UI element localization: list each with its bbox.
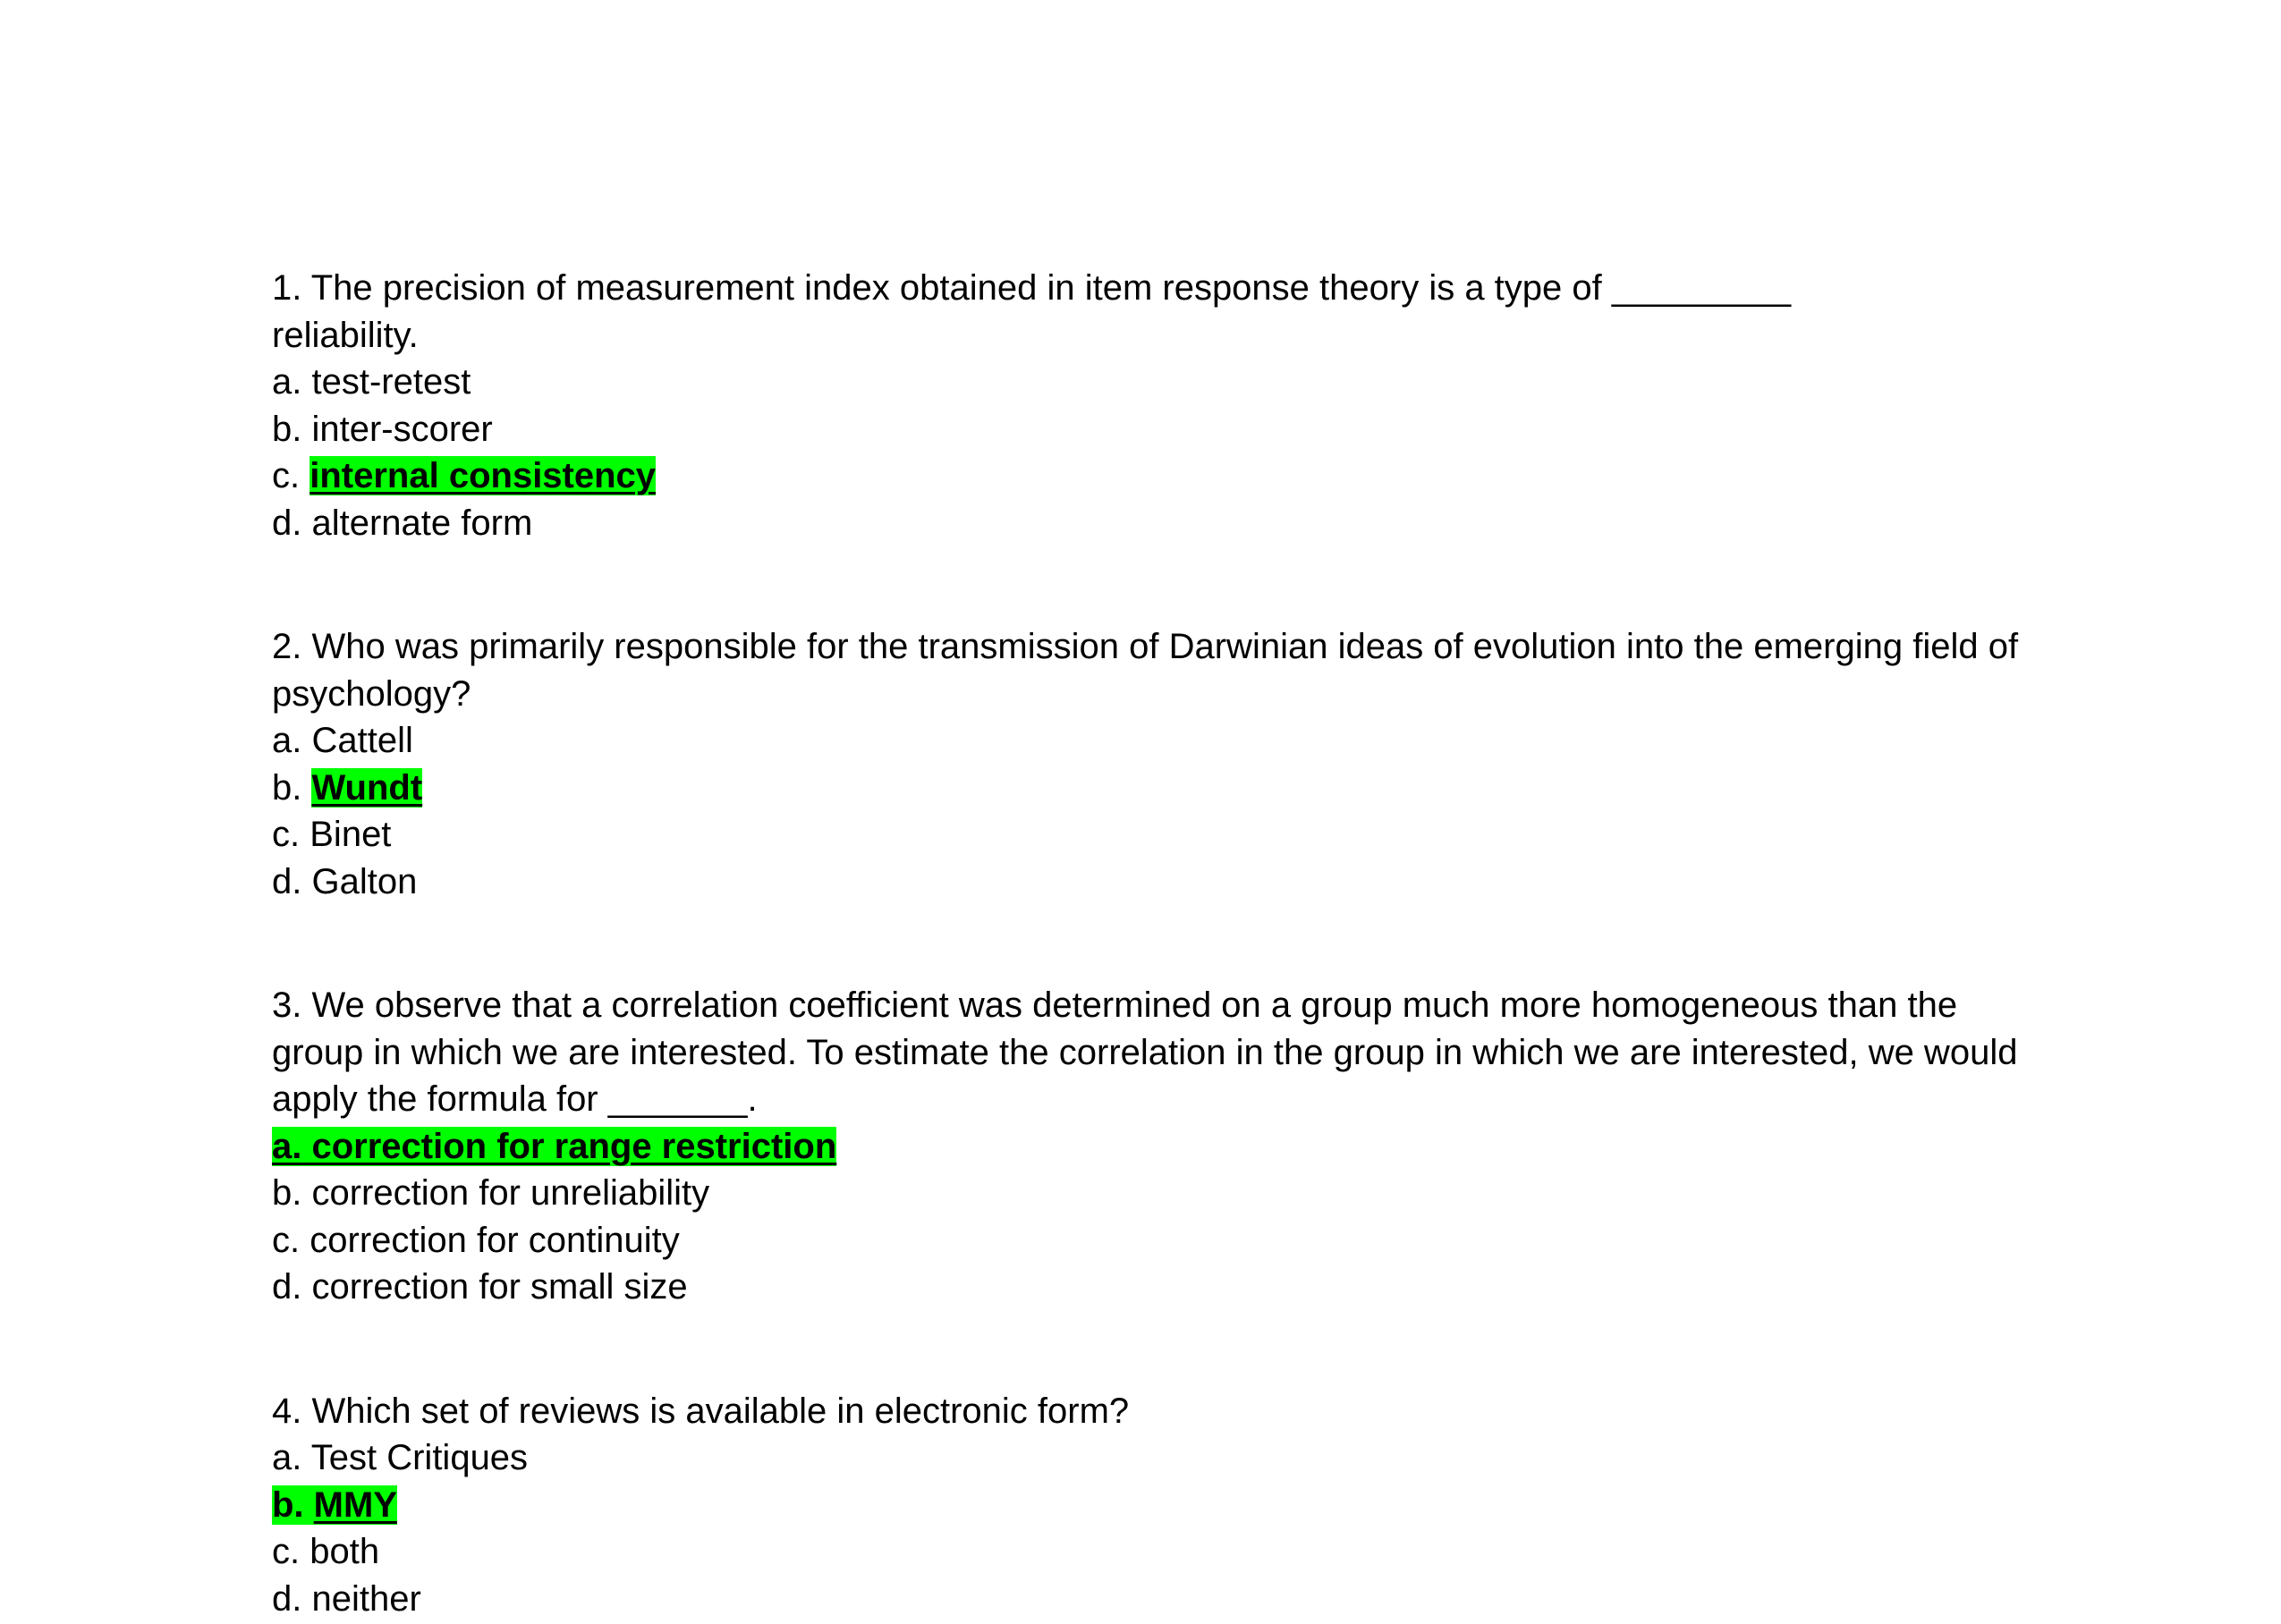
option-prefix: d. <box>272 1578 302 1619</box>
option-prefix: a. <box>272 1126 302 1166</box>
question-3-option-b <box>272 1170 2025 1217</box>
option-prefix: c. <box>272 815 301 854</box>
option-prefix: b. <box>272 1173 302 1213</box>
question-2-stem: 2. Who was primarily responsible for the transmission of Darwinian ideas of evolution into the emerging field of psychology? <box>272 627 2019 714</box>
question-2-option-c <box>272 811 2025 859</box>
question-1 <box>272 265 2025 546</box>
question-2 <box>272 623 2025 905</box>
question-4-option-d <box>272 1576 2025 1623</box>
question-2-option-b <box>272 765 2025 812</box>
option-text: Cattell <box>311 721 413 760</box>
option-prefix: d. <box>272 861 302 901</box>
question-3-stem: 3. We observe that a correlation coefficient was determined on a group much more homogeneous than the group in which we are interested. To estimate the correlation in the group in which we are interested, we would apply the formula for _______. <box>272 985 2018 1119</box>
option-text: correction for unreliability <box>311 1173 710 1213</box>
question-3-option-d <box>272 1264 2025 1311</box>
option-text: alternate form <box>311 503 533 543</box>
option-prefix: b. <box>272 409 302 449</box>
option-text: correction for range restriction <box>311 1126 837 1166</box>
question-4 <box>272 1388 2025 1623</box>
option-prefix: a. <box>272 721 302 760</box>
option-text: test-retest <box>311 362 471 402</box>
option-text: both <box>310 1532 380 1571</box>
option-text: correction for continuity <box>310 1220 680 1260</box>
option-prefix: b. <box>272 767 302 808</box>
question-4-option-c <box>272 1528 2025 1576</box>
option-prefix: a. <box>272 1438 302 1477</box>
question-list <box>272 265 2025 1624</box>
option-prefix: b. <box>272 1484 304 1525</box>
option-text: Test Critiques <box>310 1438 529 1477</box>
question-3-option-a <box>272 1123 2025 1171</box>
option-text: MMY <box>313 1484 397 1525</box>
option-text: inter-scorer <box>311 409 493 449</box>
option-text: correction for small size <box>311 1267 688 1307</box>
question-1-option-d <box>272 500 2025 547</box>
question-2-option-d <box>272 859 2025 906</box>
question-4-option-a <box>272 1434 2025 1482</box>
question-1-stem: 1. The precision of measurement index obtained in item response theory is a type of _________ reliability. <box>272 268 1792 355</box>
option-prefix: d. <box>272 1267 302 1307</box>
question-1-option-c <box>272 453 2025 500</box>
question-1-option-a <box>272 359 2025 406</box>
option-text: neither <box>311 1578 421 1619</box>
option-text: Galton <box>311 861 418 901</box>
question-1-option-b <box>272 406 2025 453</box>
correct-answer-highlight <box>272 1127 836 1166</box>
question-3 <box>272 982 2025 1311</box>
question-4-stem: 4. Which set of reviews is available in electronic form? <box>272 1391 1130 1431</box>
question-3-option-c <box>272 1217 2025 1265</box>
option-prefix: c. <box>272 1220 301 1260</box>
option-prefix: d. <box>272 503 302 543</box>
correct-answer-highlight: Wundt <box>311 767 423 808</box>
option-prefix: c. <box>272 1532 301 1571</box>
option-text: Binet <box>310 815 392 854</box>
correct-answer-highlight: internal consistency <box>310 456 657 495</box>
question-2-option-a <box>272 717 2025 765</box>
question-4-option-b <box>272 1482 2025 1529</box>
option-prefix: c. <box>272 456 301 495</box>
correct-answer-highlight <box>272 1485 397 1525</box>
option-prefix: a. <box>272 362 302 402</box>
